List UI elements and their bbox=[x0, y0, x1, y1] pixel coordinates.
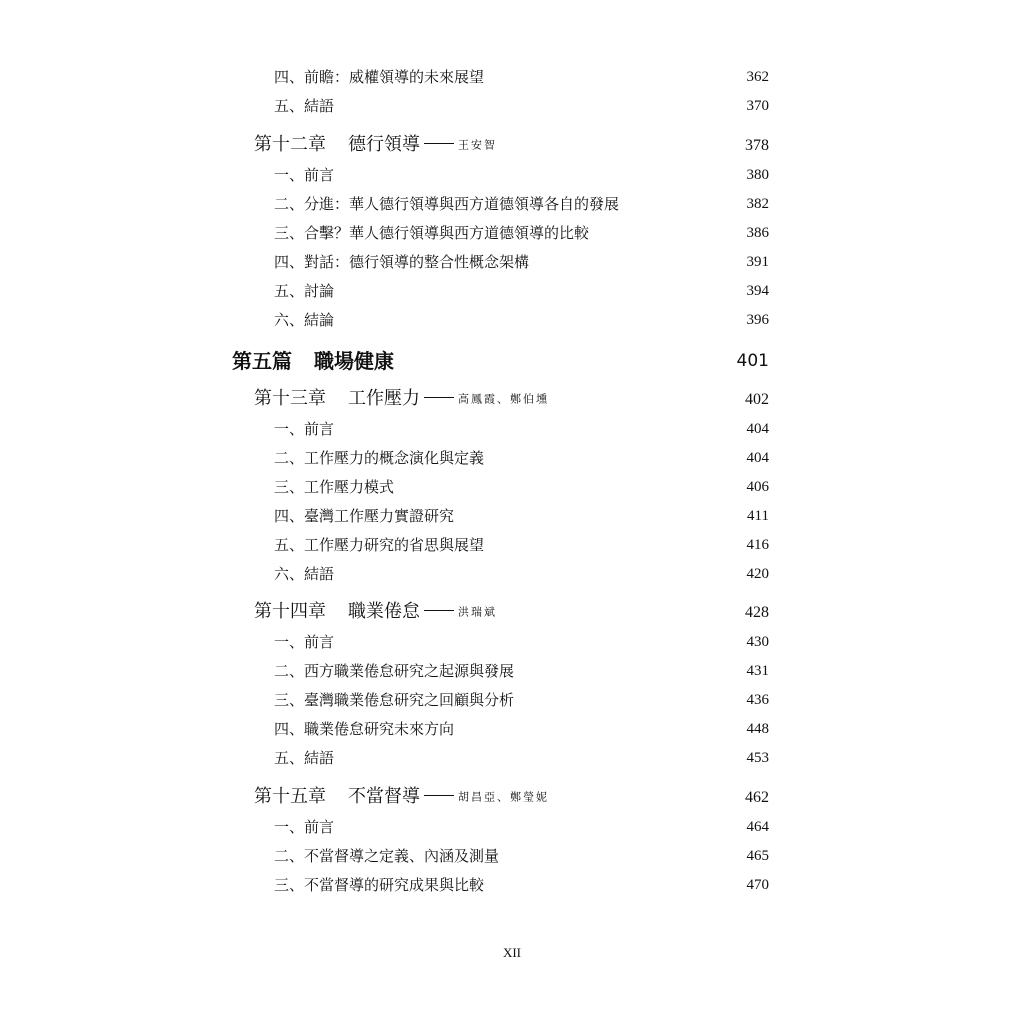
section-title: 一、前言 bbox=[274, 818, 335, 836]
page-reference: 428 bbox=[745, 604, 769, 621]
section-title: 四、臺灣工作壓力實證研究 bbox=[274, 507, 455, 525]
page-reference: 430 bbox=[746, 634, 769, 650]
chapter-author: 高鳳霞、鄭伯壎 bbox=[458, 392, 549, 406]
toc-section-entry bbox=[0, 559, 1024, 589]
page-reference: 382 bbox=[746, 196, 769, 212]
toc-section-entry bbox=[0, 443, 1024, 473]
em-dash-rule bbox=[424, 610, 454, 611]
section-title: 三、工作壓力模式 bbox=[274, 478, 395, 496]
page-reference: 465 bbox=[746, 848, 769, 864]
chapter-number: 第十三章 bbox=[254, 388, 326, 409]
page-reference: 396 bbox=[746, 312, 769, 328]
chapter-title: 工作壓力 bbox=[348, 388, 420, 409]
toc-chapter-entry bbox=[0, 598, 1024, 628]
chapter-heading bbox=[254, 788, 549, 806]
section-title: 二、分進：華人德行領導與西方道德領導各自的發展 bbox=[274, 195, 620, 213]
chapter-author: 王安智 bbox=[458, 138, 497, 152]
toc-section-entry bbox=[0, 62, 1024, 92]
page-reference: 411 bbox=[747, 508, 769, 524]
page-reference: 378 bbox=[745, 137, 769, 154]
toc-section-entry bbox=[0, 656, 1024, 686]
toc-section-entry bbox=[0, 189, 1024, 219]
em-dash-rule bbox=[424, 143, 454, 144]
toc-section-entry bbox=[0, 870, 1024, 900]
page-reference: 464 bbox=[746, 819, 769, 835]
section-title: 五、結語 bbox=[274, 97, 335, 115]
chapter-number: 第十四章 bbox=[254, 601, 326, 622]
toc-section-entry bbox=[0, 743, 1024, 773]
page-reference: 448 bbox=[746, 721, 769, 737]
chapter-number: 第十二章 bbox=[254, 134, 326, 155]
toc-section-entry bbox=[0, 501, 1024, 531]
em-dash-rule bbox=[424, 397, 454, 398]
part-title: 職場健康 bbox=[314, 349, 394, 373]
chapter-title: 德行領導 bbox=[348, 134, 420, 155]
section-title: 五、結語 bbox=[274, 749, 335, 767]
section-title: 三、不當督導的研究成果與比較 bbox=[274, 876, 485, 894]
section-title: 二、工作壓力的概念演化與定義 bbox=[274, 449, 485, 467]
page-reference: 402 bbox=[745, 391, 769, 408]
toc-section-entry bbox=[0, 627, 1024, 657]
section-title: 三、臺灣職業倦怠研究之回顧與分析 bbox=[274, 691, 515, 709]
chapter-heading bbox=[254, 603, 497, 621]
section-title: 二、不當督導之定義、內涵及測量 bbox=[274, 847, 500, 865]
section-title: 四、職業倦怠研究未來方向 bbox=[274, 720, 455, 738]
section-title: 一、前言 bbox=[274, 420, 335, 438]
toc-section-entry bbox=[0, 841, 1024, 871]
page-reference: 404 bbox=[746, 421, 769, 437]
page-reference: 394 bbox=[746, 283, 769, 299]
toc-section-entry bbox=[0, 247, 1024, 277]
page-reference: 420 bbox=[746, 566, 769, 582]
toc-section-entry bbox=[0, 472, 1024, 502]
page-reference: 370 bbox=[746, 98, 769, 114]
page-reference: 470 bbox=[746, 877, 769, 893]
section-title: 二、西方職業倦怠研究之起源與發展 bbox=[274, 662, 515, 680]
toc-section-entry bbox=[0, 276, 1024, 306]
toc-section-entry bbox=[0, 714, 1024, 744]
page-reference: 386 bbox=[746, 225, 769, 241]
toc-section-entry bbox=[0, 91, 1024, 121]
chapter-heading bbox=[254, 136, 497, 154]
page-number: XII bbox=[502, 945, 522, 960]
toc-section-entry bbox=[0, 414, 1024, 444]
toc-chapter-entry bbox=[0, 385, 1024, 415]
section-title: 六、結論 bbox=[274, 311, 335, 329]
toc-chapter-entry bbox=[0, 783, 1024, 813]
page-reference: 436 bbox=[746, 692, 769, 708]
section-title: 五、討論 bbox=[274, 282, 335, 300]
section-title: 四、對話：德行領導的整合性概念架構 bbox=[274, 253, 530, 271]
em-dash-rule bbox=[424, 795, 454, 796]
page-reference: 431 bbox=[746, 663, 769, 679]
toc-section-entry bbox=[0, 812, 1024, 842]
toc-part-entry bbox=[0, 348, 1024, 378]
page-reference: 401 bbox=[736, 351, 769, 371]
toc-section-entry bbox=[0, 685, 1024, 715]
section-title: 五、工作壓力研究的省思與展望 bbox=[274, 536, 485, 554]
section-title: 一、前言 bbox=[274, 166, 335, 184]
chapter-title: 不當督導 bbox=[348, 786, 420, 807]
chapter-number: 第十五章 bbox=[254, 786, 326, 807]
page-reference: 404 bbox=[746, 450, 769, 466]
section-title: 六、結語 bbox=[274, 565, 335, 583]
page-reference: 416 bbox=[746, 537, 769, 553]
page-reference: 462 bbox=[745, 789, 769, 806]
section-title: 一、前言 bbox=[274, 633, 335, 651]
page-reference: 453 bbox=[746, 750, 769, 766]
toc-section-entry bbox=[0, 305, 1024, 335]
chapter-heading bbox=[254, 390, 549, 408]
section-title: 三、合擊？華人德行領導與西方道德領導的比較 bbox=[274, 224, 590, 242]
page-reference: 391 bbox=[746, 254, 769, 270]
chapter-author: 胡昌亞、鄭瑩妮 bbox=[458, 790, 549, 804]
page-reference: 406 bbox=[746, 479, 769, 495]
page-reference: 380 bbox=[746, 167, 769, 183]
page-reference: 362 bbox=[746, 69, 769, 85]
toc-section-entry bbox=[0, 160, 1024, 190]
chapter-title: 職業倦怠 bbox=[348, 601, 420, 622]
toc-section-entry bbox=[0, 530, 1024, 560]
part-heading bbox=[232, 351, 394, 371]
toc-section-entry bbox=[0, 218, 1024, 248]
section-title: 四、前瞻：威權領導的未來展望 bbox=[274, 68, 485, 86]
toc-chapter-entry bbox=[0, 131, 1024, 161]
part-number: 第五篇 bbox=[232, 349, 292, 373]
chapter-author: 洪瑞斌 bbox=[458, 605, 497, 619]
